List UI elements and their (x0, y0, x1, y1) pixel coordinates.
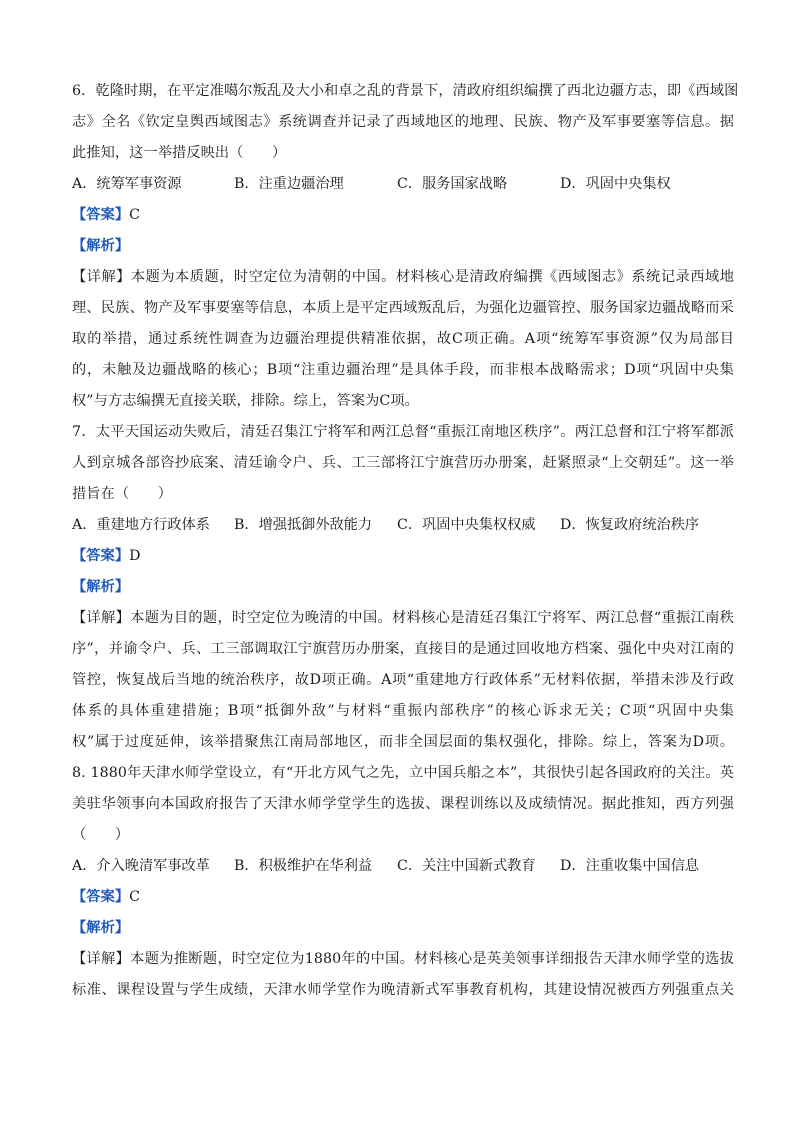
analysis-line (72, 231, 734, 262)
detail-line: 管控，恢复战后当地的统治秩序，故D项正确。A项“重建地方行政体系”无材料依据，举措未涉及行政 (72, 672, 734, 688)
question-7 (72, 417, 734, 758)
answer-options (72, 169, 734, 200)
answer-label: 【答案】 (72, 548, 130, 564)
answer-value: C (129, 207, 141, 223)
detail-line: 权”属于过度延伸，该举措聚焦江南局部地区，而非全国层面的集权强化，排除。综上，答案为D项。 (72, 734, 734, 750)
question-8 (72, 758, 734, 1006)
option-a: A．统筹军事资源 (72, 176, 182, 192)
analysis-label: 【解析】 (72, 238, 130, 254)
analysis-label: 【解析】 (72, 920, 130, 936)
question-stem-line: （ ） (72, 827, 130, 843)
document-page (72, 76, 739, 1006)
answer-value: C (129, 889, 141, 905)
answer-label: 【答案】 (72, 207, 130, 223)
option-a: A．重建地方行政体系 (72, 517, 210, 533)
option-a: A．介入晚清军事改革 (72, 858, 210, 874)
answer-line (72, 200, 734, 231)
detail-line: 序”，并谕令户、兵、工三部调取江宁旗营历办册案，直接目的是通过回收地方档案、强化中央对江南的 (72, 641, 734, 657)
option-d: D．注重收集中国信息 (560, 858, 700, 874)
detail-line: 理、民族、物产及军事要塞等信息，本质上是平定西域叛乱后，为强化边疆管控、服务国家边疆战略而采 (72, 300, 734, 316)
question-stem-line: 6．乾隆时期，在平定准噶尔叛乱及大小和卓之乱的背景下，清政府组织编撰了西北边疆方志，即《西域图 (72, 83, 739, 99)
option-c: C．服务国家战略 (397, 176, 508, 192)
option-b: B．增强抵御外敌能力 (234, 517, 373, 533)
option-d: D．巩固中央集权 (560, 176, 671, 192)
detail-line: 标准、课程设置与学生成绩，天津水师学堂作为晚清新式军事教育机构，其建设情况被西方列强重点关 (72, 982, 734, 998)
analysis-line (72, 572, 734, 603)
detail-line: 【详解】本题为推断题，时空定位为1880年的中国。材料核心是英美领事详细报告天津水师学堂的选拔 (72, 951, 734, 967)
option-d: D．恢复政府统治秩序 (560, 517, 700, 533)
detail-line: 体系的具体重建措施；B项“抵御外敌”与材料“重振内部秩序”的核心诉求无关；C项“巩固中央集 (72, 703, 734, 719)
option-b: B．积极维护在华利益 (234, 858, 373, 874)
answer-line (72, 541, 734, 572)
answer-label: 【答案】 (72, 889, 130, 905)
question-stem-line: 7．太平天国运动失败后，清廷召集江宁将军和两江总督“重振江南地区秩序”。两江总督和江宁将军都派 (72, 424, 734, 440)
detail-line: 的，未触及边疆战略的核心；B项“注重边疆治理”是具体手段，而非根本战略需求；D项“巩固中央集 (72, 362, 734, 378)
detail-line: 【详解】本题为目的题，时空定位为晚清的中国。材料核心是清廷召集江宁将军、两江总督“重振江南秩 (72, 610, 734, 626)
option-c: C．关注中国新式教育 (397, 858, 536, 874)
answer-value: D (129, 548, 141, 564)
question-6 (72, 76, 739, 417)
option-c: C．巩固中央集权权威 (397, 517, 536, 533)
question-stem-line: 美驻华领事向本国政府报告了天津水师学堂学生的选拔、课程训练以及成绩情况。据此推知，西方列强 (72, 796, 734, 812)
option-b: B．注重边疆治理 (234, 176, 344, 192)
answer-line (72, 882, 734, 913)
analysis-label: 【解析】 (72, 579, 130, 595)
detail-line: 取的举措，通过系统性调查为边疆治理提供精准依据，故C项正确。A项“统筹军事资源”仅为局部目 (72, 331, 734, 347)
answer-options (72, 851, 734, 882)
question-stem-line: 措旨在（ ） (72, 486, 173, 502)
analysis-line (72, 913, 734, 944)
answer-options (72, 510, 734, 541)
detail-line: 权”与方志编撰无直接关联，排除。综上，答案为C项。 (72, 393, 419, 409)
question-stem-line: 人到京城各部咨抄底案、清廷谕令户、兵、工三部将江宁旗营历办册案，赶紧照录“上交朝廷”。这一举 (72, 455, 734, 471)
question-stem-line: 此推知，这一举措反映出（ ） (72, 145, 287, 161)
question-stem-line: 8. 1880年天津水师学堂设立，有“开北方风气之先，立中国兵船之本”，其很快引起各国政府的关注。英 (72, 765, 734, 781)
detail-line: 【详解】本题为本质题，时空定位为清朝的中国。材料核心是清政府编撰《西域图志》系统记录西域地 (72, 269, 734, 285)
question-stem-line: 志》全名《钦定皇舆西域图志》系统调查并记录了西域地区的地理、民族、物产及军事要塞等信息。据 (72, 114, 734, 130)
